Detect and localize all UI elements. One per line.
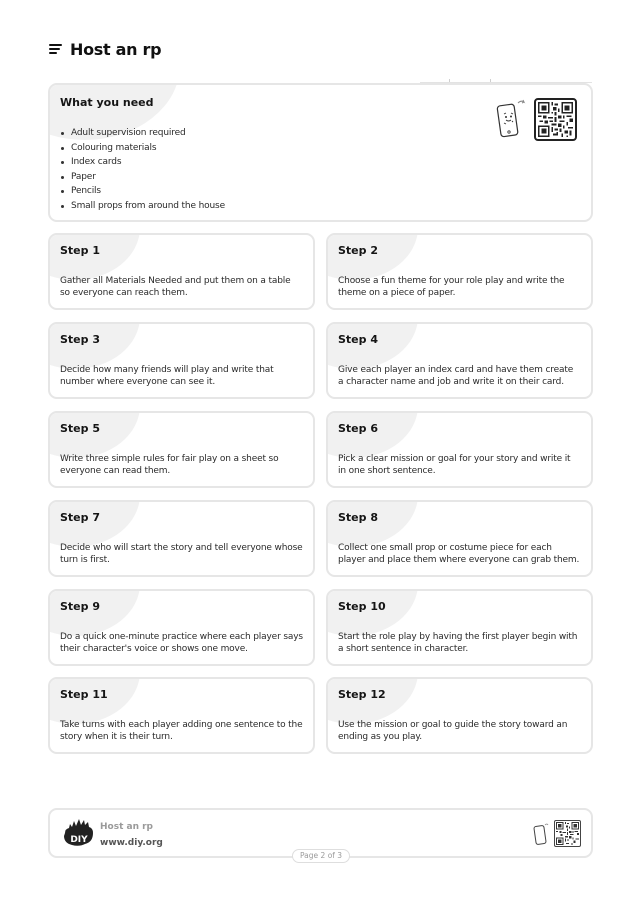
- step-card: [48, 411, 315, 488]
- phone-scan-icon: [533, 822, 549, 846]
- step-text: Use the mission or goal to guide the story toward an ending as you play.: [338, 720, 568, 742]
- step-text: Start the role play by having the first player begin with a short sentence in character.: [338, 632, 578, 654]
- step-card: [48, 589, 315, 666]
- what-you-need-title: What you need: [60, 96, 154, 109]
- page-header: [49, 40, 161, 59]
- step-title: Step 10: [338, 600, 386, 613]
- list-item: Paper: [60, 170, 225, 185]
- footer-url[interactable]: www.diy.org: [100, 838, 163, 848]
- phone-scan-icon: [496, 98, 526, 140]
- step-text: Pick a clear mission or goal for your story and write it in one short sentence.: [338, 454, 571, 476]
- step-title: Step 7: [60, 511, 100, 524]
- step-title: Step 12: [338, 688, 386, 701]
- step-text: Decide who will start the story and tell everyone whose turn is first.: [60, 543, 303, 565]
- step-title: Step 6: [338, 422, 378, 435]
- step-card: [48, 677, 315, 754]
- step-card: [48, 233, 315, 310]
- step-title: Step 8: [338, 511, 378, 524]
- materials-list: [60, 126, 225, 213]
- step-card: [326, 411, 593, 488]
- step-title: Step 9: [60, 600, 100, 613]
- step-text: Gather all Materials Needed and put them on a table so everyone can reach them.: [60, 276, 291, 298]
- step-title: Step 5: [60, 422, 100, 435]
- step-title: Step 1: [60, 244, 100, 257]
- divider-tick: [490, 79, 491, 82]
- page-title: Host an rp: [70, 40, 162, 59]
- qr-section: [496, 98, 577, 141]
- what-you-need-card: [48, 83, 593, 222]
- list-item: Adult supervision required: [60, 126, 225, 141]
- step-title: Step 11: [60, 688, 108, 701]
- step-card: [326, 500, 593, 577]
- list-item: Colouring materials: [60, 141, 225, 156]
- step-text: Choose a fun theme for your role play and write the theme on a piece of paper.: [338, 276, 565, 298]
- step-text: Give each player an index card and have them create a character name and job and write it on their card.: [338, 365, 574, 387]
- step-card: [48, 500, 315, 577]
- diy-logo-icon: [62, 819, 96, 849]
- step-card: [326, 677, 593, 754]
- menu-icon[interactable]: [49, 44, 62, 55]
- step-text: Collect one small prop or costume piece for each player and place them where everyone can grab them.: [338, 543, 580, 565]
- qr-code-icon[interactable]: [534, 98, 577, 141]
- step-text: Write three simple rules for fair play on a sheet so everyone can read them.: [60, 454, 279, 476]
- qr-code-icon[interactable]: [554, 820, 581, 847]
- divider-tick: [449, 79, 450, 82]
- step-title: Step 2: [338, 244, 378, 257]
- svg-text:DIY: DIY: [70, 835, 88, 845]
- step-card: [326, 233, 593, 310]
- list-item: Small props from around the house: [60, 199, 225, 214]
- step-card: [326, 589, 593, 666]
- step-text: Decide how many friends will play and write that number where everyone can see it.: [60, 365, 274, 387]
- step-text: Take turns with each player adding one sentence to the story when it is their turn.: [60, 720, 303, 742]
- step-title: Step 3: [60, 333, 100, 346]
- step-card: [326, 322, 593, 399]
- footer-qr-section: [533, 820, 581, 847]
- step-text: Do a quick one-minute practice where each player says their character's voice or shows one move.: [60, 632, 303, 654]
- page-indicator: Page 2 of 3: [292, 849, 350, 863]
- list-item: Index cards: [60, 155, 225, 170]
- footer-title: Host an rp: [100, 822, 154, 832]
- step-card: [48, 322, 315, 399]
- list-item: Pencils: [60, 184, 225, 199]
- step-title: Step 4: [338, 333, 378, 346]
